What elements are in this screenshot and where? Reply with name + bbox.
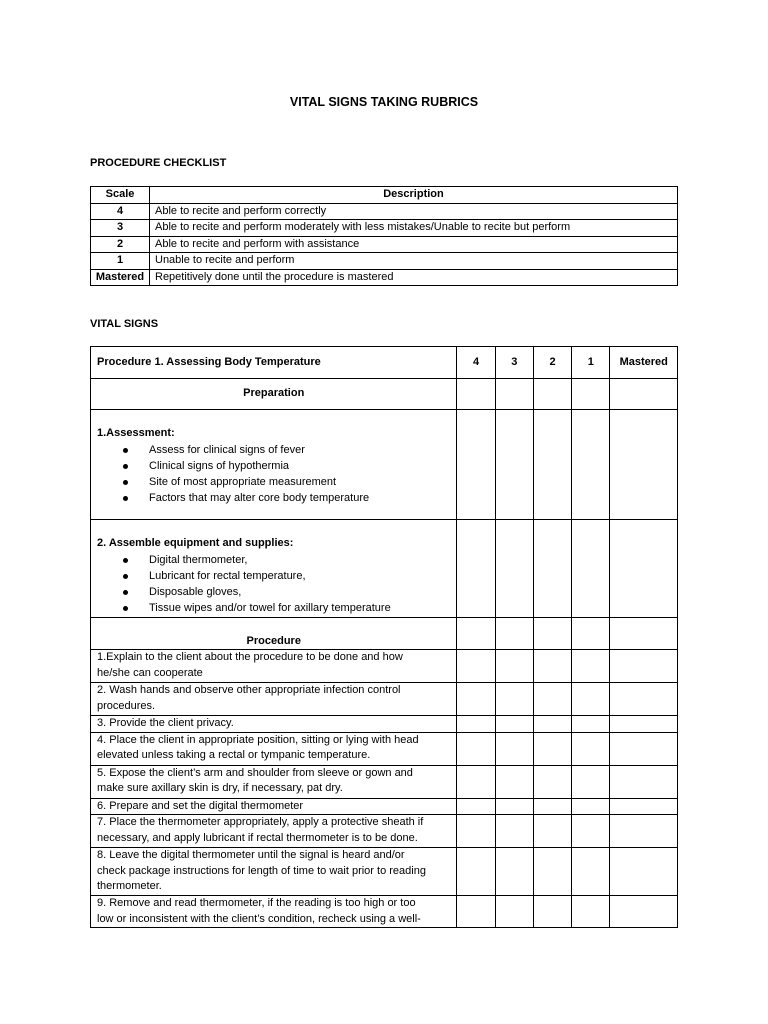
score-cell[interactable] — [533, 732, 571, 765]
score-column-header: Mastered — [610, 347, 678, 379]
step-row — [91, 815, 678, 848]
procedure-title: Procedure 1. Assessing Body Temperature — [91, 347, 457, 379]
score-cell[interactable] — [457, 896, 495, 928]
score-cell[interactable] — [610, 618, 678, 650]
step-text — [91, 765, 457, 798]
step-text — [91, 650, 457, 683]
preparation-row — [91, 379, 678, 410]
equipment-row — [91, 520, 678, 618]
score-cell[interactable] — [533, 716, 571, 733]
score-cell[interactable] — [457, 618, 495, 650]
score-cell[interactable] — [533, 896, 571, 928]
scale-description: Unable to recite and perform — [150, 253, 678, 270]
score-cell[interactable] — [610, 379, 678, 410]
score-cell[interactable] — [457, 379, 495, 410]
step-line: thermometer. — [97, 880, 162, 892]
score-cell[interactable] — [572, 520, 610, 618]
score-cell[interactable] — [533, 410, 571, 520]
procedure-header-row — [91, 347, 678, 379]
score-column-header: 1 — [572, 347, 610, 379]
scale-column-header: Scale — [91, 187, 150, 204]
score-cell[interactable] — [610, 732, 678, 765]
score-cell[interactable] — [533, 379, 571, 410]
list-item: Assess for clinical signs of fever — [121, 442, 450, 458]
step-line: elevated unless taking a rectal or tympanic temperature. — [97, 749, 371, 761]
score-cell[interactable] — [610, 765, 678, 798]
step-text — [91, 716, 457, 733]
score-cell[interactable] — [495, 716, 533, 733]
step-row — [91, 650, 678, 683]
score-cell[interactable] — [457, 798, 495, 815]
score-cell[interactable] — [610, 520, 678, 618]
document-title: VITAL SIGNS TAKING RUBRICS — [289, 95, 479, 109]
score-cell[interactable] — [495, 650, 533, 683]
preparation-label: Preparation — [91, 379, 457, 410]
score-cell[interactable] — [610, 650, 678, 683]
scale-row — [91, 203, 678, 220]
score-cell[interactable] — [610, 896, 678, 928]
scale-row — [91, 220, 678, 237]
equipment-heading: 2. Assemble equipment and supplies: — [97, 537, 294, 549]
equipment-list — [97, 552, 450, 617]
list-item: Clinical signs of hypothermia — [121, 458, 450, 474]
scale-row — [91, 253, 678, 270]
score-cell[interactable] — [533, 848, 571, 896]
step-row — [91, 798, 678, 815]
score-cell[interactable] — [495, 765, 533, 798]
step-line: 7. Place the thermometer appropriately, apply a protective sheath if — [97, 816, 424, 828]
list-item: Disposable gloves, — [121, 584, 450, 600]
score-cell[interactable] — [457, 848, 495, 896]
step-line: 3. Provide the client privacy. — [97, 717, 234, 729]
equipment-cell — [91, 520, 457, 618]
step-line: check package instructions for length of time to wait prior to reading — [97, 864, 426, 877]
procedure-checklist-heading: PROCEDURE CHECKLIST — [90, 157, 227, 169]
score-column-header: 3 — [495, 347, 533, 379]
description-column-header: Description — [150, 187, 678, 204]
scale-table-header — [91, 187, 678, 204]
scale-row — [91, 236, 678, 253]
score-cell[interactable] — [495, 815, 533, 848]
scale-table — [90, 186, 678, 286]
score-cell[interactable] — [457, 520, 495, 618]
score-cell[interactable] — [572, 798, 610, 815]
score-cell[interactable] — [457, 716, 495, 733]
score-column-header: 4 — [457, 347, 495, 379]
scale-value: Mastered — [91, 269, 150, 286]
score-cell[interactable] — [495, 848, 533, 896]
score-cell[interactable] — [533, 650, 571, 683]
step-line: necessary, and apply lubricant if rectal thermometer is to be done. — [97, 831, 418, 844]
procedure-label-row — [91, 618, 678, 650]
step-text — [91, 798, 457, 815]
score-cell[interactable] — [572, 765, 610, 798]
assessment-heading: 1.Assessment: — [97, 427, 175, 439]
step-row — [91, 848, 678, 896]
score-cell[interactable] — [572, 716, 610, 733]
step-line: 5. Expose the client’s arm and shoulder from sleeve or gown and — [97, 766, 413, 779]
scale-value: 4 — [91, 203, 150, 220]
step-text — [91, 848, 457, 896]
list-item: Site of most appropriate measurement — [121, 474, 450, 490]
score-cell[interactable] — [495, 732, 533, 765]
step-row — [91, 765, 678, 798]
score-cell[interactable] — [495, 798, 533, 815]
score-cell[interactable] — [533, 683, 571, 716]
step-line: he/she can cooperate — [97, 666, 203, 679]
step-text — [91, 896, 457, 928]
score-cell[interactable] — [610, 798, 678, 815]
vital-signs-heading: VITAL SIGNS — [90, 318, 159, 330]
scale-value: 2 — [91, 236, 150, 253]
score-cell[interactable] — [495, 618, 533, 650]
step-line: 1.Explain to the client about the procedure to be done and how — [97, 651, 403, 663]
procedure-label: Procedure — [91, 618, 457, 650]
assessment-cell — [91, 410, 457, 520]
score-cell[interactable] — [495, 520, 533, 618]
score-cell[interactable] — [457, 815, 495, 848]
list-item: Digital thermometer, — [121, 552, 450, 568]
assessment-list — [97, 442, 450, 507]
step-row — [91, 716, 678, 733]
step-text — [91, 683, 457, 716]
score-cell[interactable] — [572, 848, 610, 896]
step-row — [91, 896, 678, 928]
step-row — [91, 732, 678, 765]
step-text — [91, 815, 457, 848]
scale-value: 1 — [91, 253, 150, 270]
step-line: 2. Wash hands and observe other appropriate infection control — [97, 684, 401, 696]
score-cell[interactable] — [572, 618, 610, 650]
score-cell[interactable] — [533, 520, 571, 618]
step-line: procedures. — [97, 699, 156, 712]
score-cell[interactable] — [495, 683, 533, 716]
score-cell[interactable] — [572, 732, 610, 765]
score-cell[interactable] — [572, 896, 610, 928]
score-cell[interactable] — [572, 650, 610, 683]
step-row — [91, 683, 678, 716]
scale-description: Able to recite and perform moderately with less mistakes/Unable to recite but perform — [150, 220, 678, 237]
score-cell[interactable] — [457, 683, 495, 716]
score-cell[interactable] — [533, 618, 571, 650]
score-cell[interactable] — [572, 379, 610, 410]
step-line: 8. Leave the digital thermometer until the signal is heard and/or — [97, 849, 405, 861]
step-line: make sure axillary skin is dry, if necessary, pat dry. — [97, 782, 343, 794]
step-line: low or inconsistent with the client’s condition, recheck using a well- — [97, 912, 421, 925]
score-cell[interactable] — [610, 815, 678, 848]
score-cell[interactable] — [610, 848, 678, 896]
score-cell[interactable] — [457, 410, 495, 520]
score-cell[interactable] — [495, 379, 533, 410]
list-item: Factors that may alter core body temperature — [121, 490, 450, 506]
scale-value: 3 — [91, 220, 150, 237]
score-cell[interactable] — [533, 798, 571, 815]
vital-signs-table — [90, 346, 678, 928]
step-line: 9. Remove and read thermometer, if the reading is too high or too — [97, 897, 416, 909]
score-cell[interactable] — [457, 732, 495, 765]
score-cell[interactable] — [610, 683, 678, 716]
step-line: 6. Prepare and set the digital thermometer — [97, 799, 304, 812]
scale-description: Able to recite and perform correctly — [150, 203, 678, 220]
scale-row — [91, 269, 678, 286]
score-cell[interactable] — [610, 410, 678, 520]
score-cell[interactable] — [533, 815, 571, 848]
score-cell[interactable] — [457, 650, 495, 683]
assessment-row — [91, 410, 678, 520]
score-cell[interactable] — [495, 896, 533, 928]
list-item: Tissue wipes and/or towel for axillary temperature — [121, 600, 450, 616]
step-line: 4. Place the client in appropriate position, sitting or lying with head — [97, 733, 419, 746]
score-cell[interactable] — [495, 410, 533, 520]
score-cell[interactable] — [610, 716, 678, 733]
step-text — [91, 732, 457, 765]
scale-description: Repetitively done until the procedure is mastered — [150, 269, 678, 286]
score-cell[interactable] — [457, 765, 495, 798]
scale-description: Able to recite and perform with assistance — [150, 236, 678, 253]
score-cell[interactable] — [572, 683, 610, 716]
score-cell[interactable] — [572, 410, 610, 520]
score-cell[interactable] — [533, 765, 571, 798]
score-cell[interactable] — [572, 815, 610, 848]
list-item: Lubricant for rectal temperature, — [121, 568, 450, 584]
score-column-header: 2 — [533, 347, 571, 379]
